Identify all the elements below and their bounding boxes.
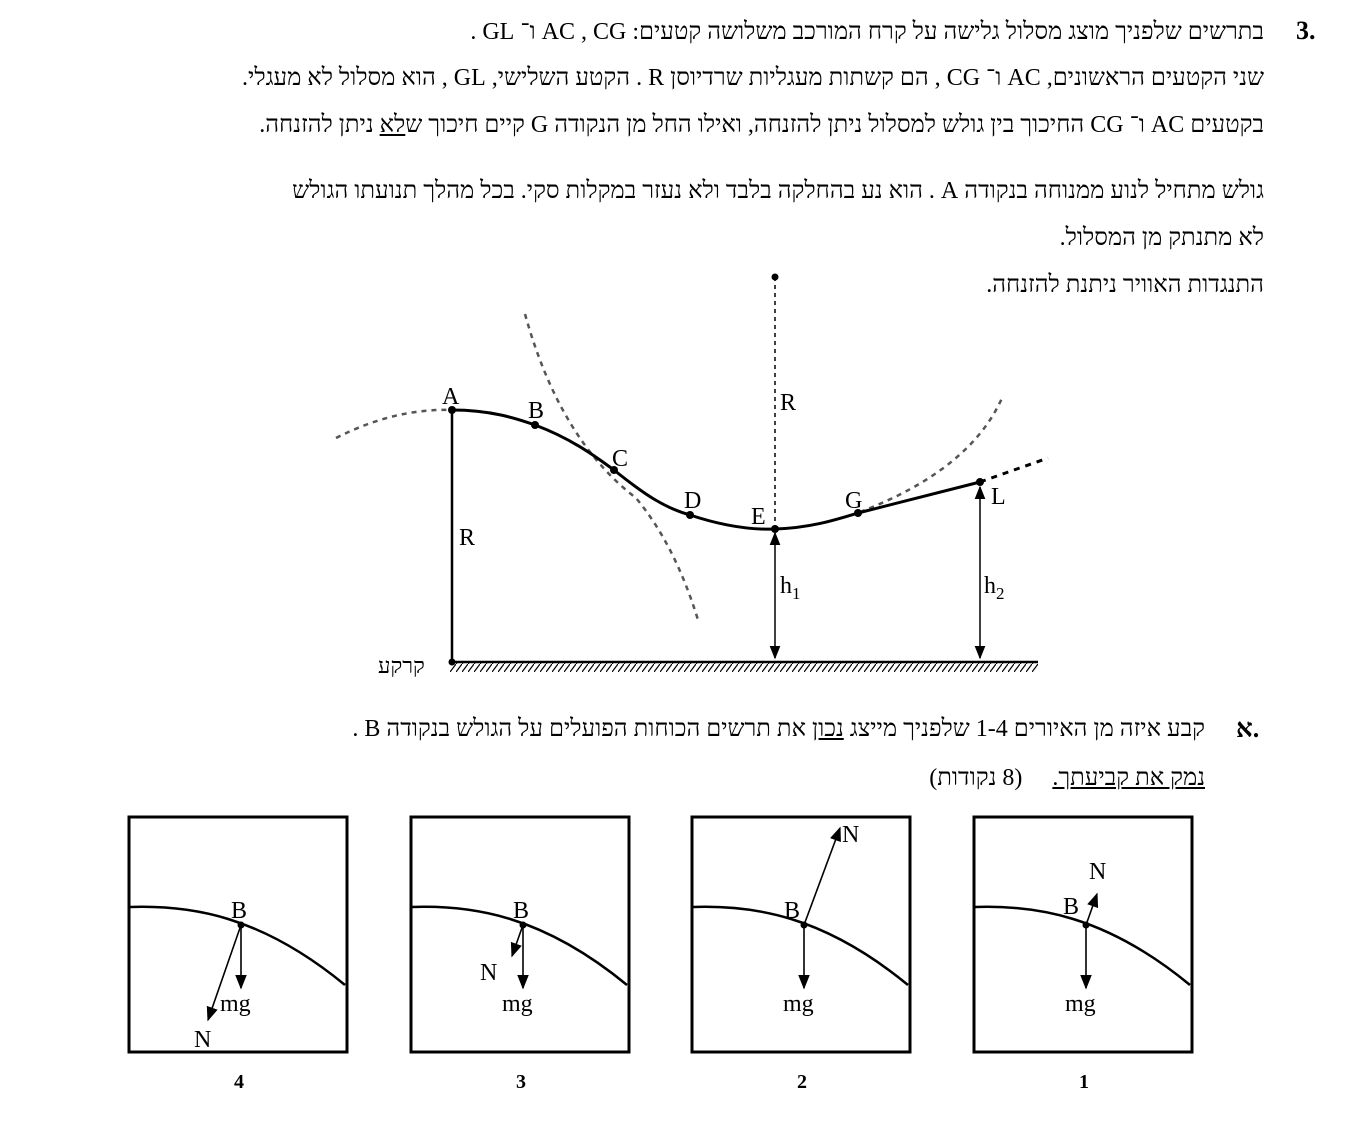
part-a-pre: קבע איזה מן האיורים 1-4 שלפניך מייצג — [843, 716, 1205, 742]
track-diagram — [336, 274, 1048, 679]
point-ground — [449, 659, 456, 666]
line3-pre: בקטעים AC ו־ CG החיכוך בין גולש למסלול ניתן להזנחה, ואילו החל מן הנקודה G קיים חיכוך ש — [405, 112, 1264, 138]
label-G: G — [845, 488, 863, 514]
question-number: 3. — [1296, 16, 1316, 45]
panel-4-number: 4 — [234, 1071, 244, 1093]
label-E: E — [751, 504, 766, 530]
panel-1 — [974, 817, 1192, 1093]
panel-1-n-arrow — [1086, 894, 1097, 925]
question-line-4: גולש מתחיל לנוע ממנוחה בנקודה A . הוא נע בהחלקה בלבד ולא נעזר במקלות סקי. בכל מהלך תנועתו הגולש — [292, 178, 1264, 204]
part-a-reason: נמק את קביעתך. — [1052, 765, 1205, 791]
panel-1-label-mg: mg — [1065, 991, 1096, 1017]
label-A: A — [442, 384, 460, 410]
dashed-circle-left — [336, 410, 452, 438]
part-a-post: את תרשים הכוחות הפועלים על הגולש בנקודה B . — [352, 716, 812, 742]
panel-3-label-mg: mg — [502, 991, 533, 1017]
panel-2 — [692, 817, 910, 1093]
panel-1-number: 1 — [1079, 1071, 1089, 1093]
question-line-2: שני הקטעים הראשונים, AC ו־ CG , הם קשתות מעגליות שרדיוסן R . הקטע השלישי, GL , הוא מסלול לא מעגלי. — [242, 65, 1264, 91]
panel-4 — [129, 817, 347, 1093]
point-E — [771, 525, 779, 533]
ground-hatch — [450, 662, 1038, 672]
panel-4-label-N: N — [194, 1027, 212, 1053]
dashed-track-extension — [980, 458, 1048, 482]
label-h2: $h_2$ — [984, 573, 1005, 603]
label-R-height: R — [459, 525, 476, 551]
part-a-letter: א. — [1236, 714, 1260, 743]
point-L — [976, 478, 984, 486]
track-path — [452, 410, 980, 529]
question-line-6: התנגדות האוויר ניתנת להזנחה. — [986, 272, 1264, 298]
panel-2-label-B: B — [784, 898, 801, 924]
panel-3-label-B: B — [513, 898, 530, 924]
panel-2-curve — [693, 907, 908, 985]
panel-1-label-B: B — [1063, 894, 1080, 920]
panel-3 — [411, 817, 629, 1093]
panel-1-curve — [975, 907, 1190, 985]
label-C: C — [612, 446, 629, 472]
label-R-radius: R — [780, 390, 797, 416]
label-ground: קרקע — [378, 653, 425, 678]
panel-2-label-mg: mg — [783, 991, 814, 1017]
part-a-underlined: נכון — [811, 716, 844, 742]
panel-1-label-N: N — [1089, 859, 1107, 885]
label-D: D — [684, 488, 702, 514]
panel-2-n-arrow — [804, 828, 840, 925]
label-L: L — [991, 484, 1006, 510]
question-line-5: לא מתנתק מן המסלול. — [1059, 225, 1264, 251]
panel-3-n-arrow — [512, 925, 523, 956]
question-line-1: בתרשים שלפניך מוצג מסלול גלישה על קרח המורכב משלושה קטעים: AC , CG ו־ GL . — [470, 19, 1264, 45]
line3-post: ניתן להזנחה. — [259, 112, 380, 138]
panel-3-number: 3 — [516, 1071, 526, 1093]
label-h1: $h_1$ — [780, 573, 801, 603]
label-B: B — [528, 398, 545, 424]
circle-center — [772, 274, 779, 281]
panel-3-label-N: N — [480, 960, 498, 986]
panel-2-number: 2 — [797, 1071, 807, 1093]
part-a-points: (8 נקודות) — [929, 765, 1023, 791]
panel-4-label-B: B — [231, 898, 248, 924]
panel-4-label-mg: mg — [220, 991, 251, 1017]
line3-underlined: לא — [379, 112, 406, 138]
panel-2-label-N: N — [842, 822, 860, 848]
